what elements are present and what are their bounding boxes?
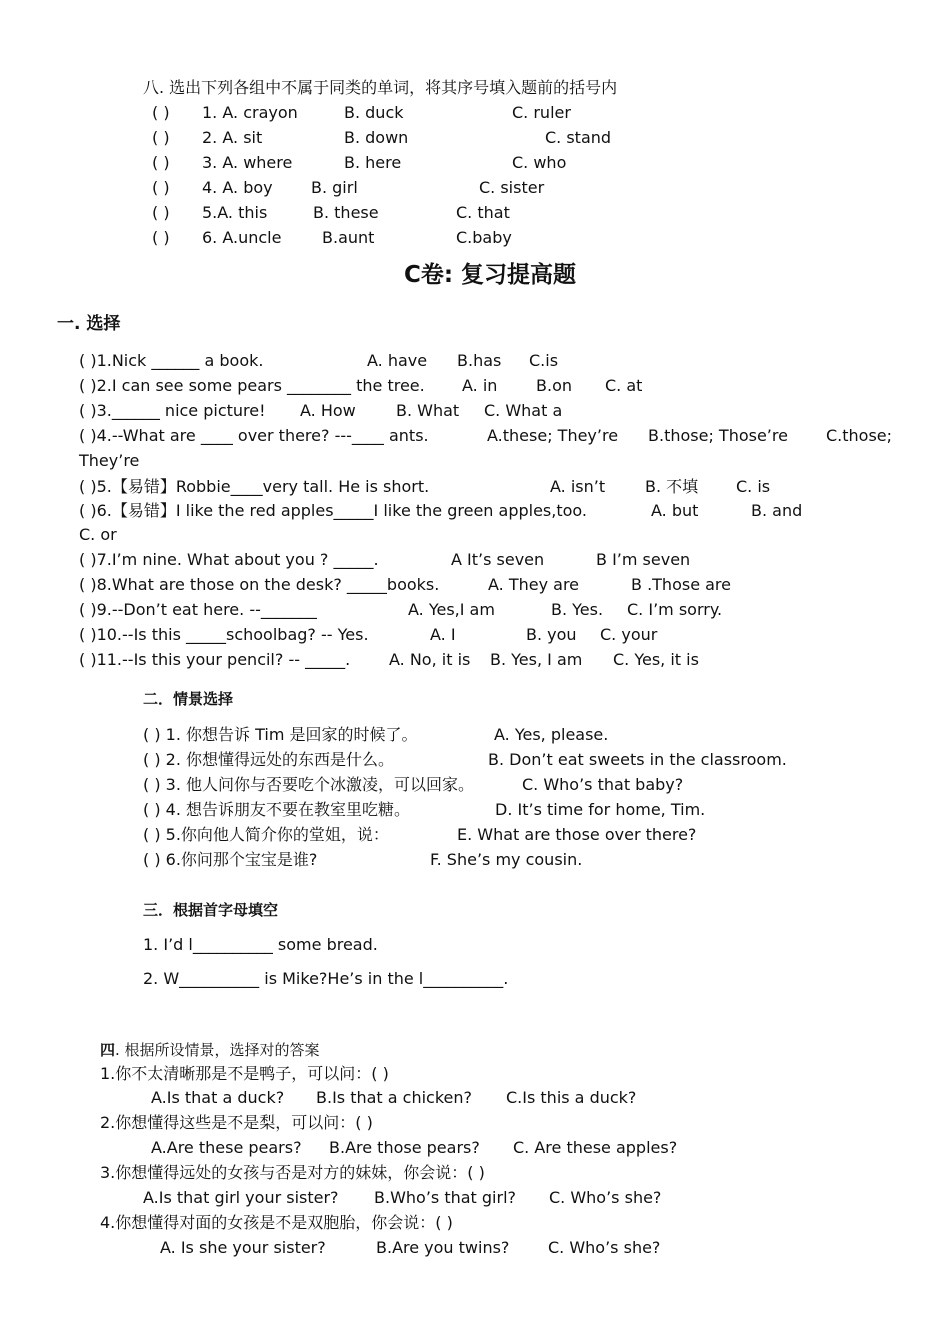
part-a-heading: 一. 选择: [57, 314, 121, 334]
question-text: ( )4.--What are ____ over there? ---____ ants.: [79, 426, 429, 445]
question-text: ( )10.--Is this _____schoolbag? -- Yes.: [79, 625, 369, 644]
option-a: A. No, it is: [389, 650, 471, 669]
question-text: ( )11.--Is this your pencil? -- _____.: [79, 650, 351, 669]
option-c: C. your: [600, 625, 658, 644]
answer-blank: ( ): [152, 203, 170, 222]
question-text: ( ) 2. 你想懂得远处的东西是什么。: [143, 750, 395, 769]
match-option: A. Yes, please.: [494, 725, 609, 744]
option-b: B.Is that a chicken?: [316, 1088, 473, 1107]
option-c: C. Are these apples?: [513, 1138, 678, 1157]
option-b: B.aunt: [322, 228, 375, 247]
answer-blank: ( ): [152, 178, 170, 197]
fill-blank-item: 1. I’d l__________ some bread.: [143, 935, 378, 954]
part-c-heading: 三．根据首字母填空: [143, 901, 279, 919]
question-text: 2.你想懂得这些是不是梨，可以问：( ): [100, 1113, 373, 1132]
part-b-heading: 二．情景选择: [143, 690, 234, 708]
option-b: B.those; Those’re: [648, 426, 788, 445]
option-a: A. They are: [488, 575, 580, 594]
option-a: A. in: [462, 376, 498, 395]
match-option: E. What are those over there?: [457, 825, 697, 844]
option-a: 1. A. crayon: [202, 103, 298, 122]
option-c: C. Yes, it is: [613, 650, 699, 669]
match-option: C. Who’s that baby?: [522, 775, 684, 794]
question-text: ( ) 5.你向他人简介你的堂姐，说：: [143, 825, 389, 844]
option-a: 4. A. boy: [202, 178, 273, 197]
option-a: A. How: [300, 401, 356, 420]
part-d-heading: [100, 1040, 320, 1060]
question-text: 4.你想懂得对面的女孩是不是双胞胎，你会说：( ): [100, 1213, 453, 1232]
option-a: A It’s seven: [451, 550, 545, 569]
question-text: 1.你不太清晰那是不是鸭子，可以问：( ): [100, 1064, 389, 1083]
answer-blank: ( ): [152, 228, 170, 247]
option-b: B. here: [344, 153, 402, 172]
option-a: A.Is that a duck?: [151, 1088, 285, 1107]
option-b: B. What: [396, 401, 460, 420]
option-continuation: They’re: [79, 451, 140, 470]
fill-blank-item: 2. W__________ is Mike?He’s in the l__________.: [143, 969, 509, 988]
option-c: C.those;: [826, 426, 893, 445]
option-b: B. duck: [344, 103, 404, 122]
option-b: B I’m seven: [596, 550, 691, 569]
section8-heading: 八. 选出下列各组中不属于同类的单词，将其序号填入题前的括号内: [143, 78, 618, 97]
option-b: B. Yes, I am: [490, 650, 583, 669]
question-text: ( )1.Nick ______ a book.: [79, 351, 264, 370]
answer-blank: ( ): [152, 128, 170, 147]
match-option: F. She’s my cousin.: [430, 850, 583, 869]
option-c: C. sister: [479, 178, 545, 197]
option-a: A. have: [367, 351, 428, 370]
option-c: C.baby: [456, 228, 512, 247]
option-a: A. I: [430, 625, 456, 644]
option-a: A. isn’t: [550, 477, 606, 496]
option-c: C. Who’s she?: [549, 1188, 662, 1207]
option-c: C.Is this a duck?: [506, 1088, 637, 1107]
question-text: ( )8.What are those on the desk? _____books.: [79, 575, 440, 594]
option-c: C. I’m sorry.: [627, 600, 723, 619]
option-c: C. who: [512, 153, 567, 172]
option-b: B. girl: [311, 178, 358, 197]
answer-blank: ( ): [152, 153, 170, 172]
option-c: C.is: [529, 351, 559, 370]
option-b: B .Those are: [631, 575, 731, 594]
option-b: B.has: [457, 351, 502, 370]
option-a: A. Yes,I am: [408, 600, 495, 619]
match-option: B. Don’t eat sweets in the classroom.: [488, 750, 787, 769]
option-a: 5.A. this: [202, 203, 268, 222]
question-text: 3.你想懂得远处的女孩与否是对方的妹妹，你会说：( ): [100, 1163, 485, 1182]
question-text: ( )6.【易错】I like the red apples_____I like the green apples,too.: [79, 501, 588, 520]
option-b: B. Yes.: [551, 600, 604, 619]
question-text: ( ) 3. 他人问你与否要吃个冰激凌，可以回家。: [143, 775, 475, 794]
option-a: 3. A. where: [202, 153, 293, 172]
option-a: 6. A.uncle: [202, 228, 282, 247]
option-b: B.Are those pears?: [329, 1138, 480, 1157]
question-text: ( )5.【易错】Robbie____very tall. He is short.: [79, 477, 430, 496]
question-text: ( )9.--Don’t eat here. --_______: [79, 600, 317, 619]
option-c: C. stand: [545, 128, 612, 147]
match-option: D. It’s time for home, Tim.: [495, 800, 706, 819]
page-title: C卷: 复习提高题: [403, 262, 577, 288]
option-c: C. is: [736, 477, 771, 496]
option-b: B.on: [536, 376, 572, 395]
option-b: B.Are you twins?: [376, 1238, 510, 1257]
list-item: [152, 103, 170, 123]
option-a: A.Is that girl your sister?: [143, 1188, 339, 1207]
option-c: C. at: [605, 376, 643, 395]
option-continuation: C. or: [79, 525, 117, 544]
option-b: B. you: [526, 625, 577, 644]
part-d-number: 四: [100, 1041, 116, 1059]
question-text: ( )7.I’m nine. What about you ? _____.: [79, 550, 379, 569]
question-text: ( )3.______ nice picture!: [79, 401, 266, 420]
option-b: B.Who’s that girl?: [374, 1188, 517, 1207]
option-a: A.Are these pears?: [151, 1138, 302, 1157]
option-c: C. What a: [484, 401, 563, 420]
option-b: B. down: [344, 128, 409, 147]
option-b: B. 不填: [645, 477, 699, 496]
question-text: ( ) 6.你问那个宝宝是谁?: [143, 850, 318, 869]
question-text: ( )2.I can see some pears ________ the tree.: [79, 376, 425, 395]
answer-blank: ( ): [152, 103, 170, 122]
question-text: ( ) 1. 你想告诉 Tim 是回家的时候了。: [143, 725, 418, 744]
part-d-title: . 根据所设情景，选择对的答案: [115, 1041, 320, 1059]
option-c: C. Who’s she?: [548, 1238, 661, 1257]
question-text: ( ) 4. 想告诉朋友不要在教室里吃糖。: [143, 800, 411, 819]
option-a: A. Is she your sister?: [160, 1238, 326, 1257]
option-b: B. and: [751, 501, 803, 520]
option-c: C. ruler: [512, 103, 571, 122]
option-c: C. that: [456, 203, 510, 222]
option-a: 2. A. sit: [202, 128, 263, 147]
option-b: B. these: [313, 203, 379, 222]
option-a: A.these; They’re: [487, 426, 619, 445]
option-a: A. but: [651, 501, 699, 520]
